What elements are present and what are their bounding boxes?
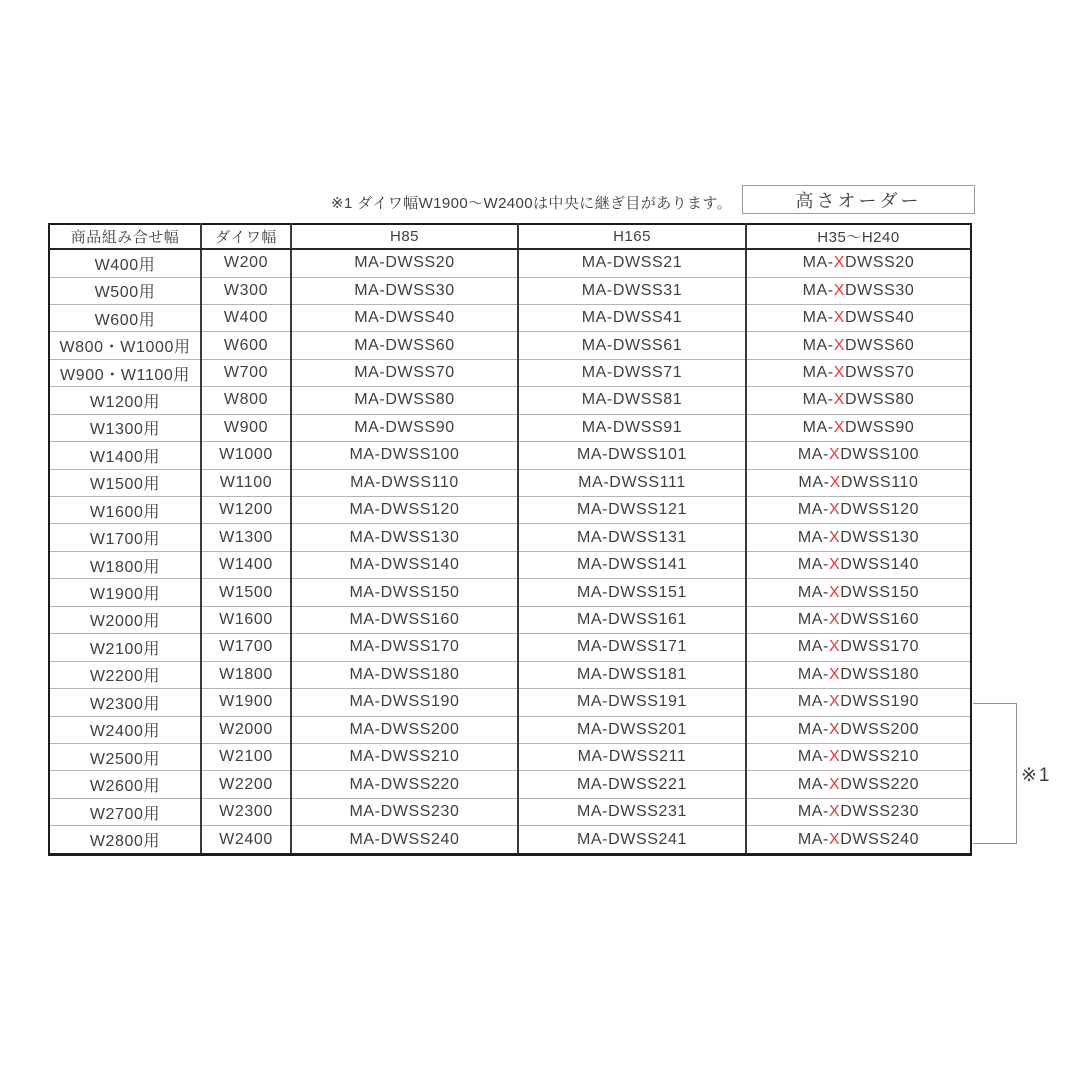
- red-x-marker: X: [828, 638, 841, 656]
- cell-daiwa-width: W2300: [201, 798, 291, 825]
- cell-h165-code: MA-DWSS21: [518, 249, 746, 277]
- cell-combo-width: W1500用: [49, 469, 201, 496]
- cell-h85-code: MA-DWSS230: [291, 798, 518, 825]
- cell-h85-code: MA-DWSS80: [291, 387, 518, 414]
- cell-h165-code: MA-DWSS161: [518, 606, 746, 633]
- cell-daiwa-width: W2200: [201, 771, 291, 798]
- cell-h165-code: MA-DWSS91: [518, 414, 746, 441]
- cell-combo-width: W800・W1000用: [49, 332, 201, 359]
- note1-bracket: [973, 703, 1017, 844]
- cell-h85-code: MA-DWSS120: [291, 497, 518, 524]
- cell-h35-h240-code: MA-XDWSS240: [746, 826, 971, 855]
- cell-daiwa-width: W1400: [201, 551, 291, 578]
- cell-h35-h240-code: MA-XDWSS190: [746, 689, 971, 716]
- cell-h165-code: MA-DWSS41: [518, 304, 746, 331]
- table-row: [49, 771, 971, 798]
- cell-h85-code: MA-DWSS140: [291, 551, 518, 578]
- cell-h35-h240-code: MA-XDWSS100: [746, 442, 971, 469]
- cell-h165-code: MA-DWSS81: [518, 387, 746, 414]
- red-x-marker: X: [833, 309, 845, 327]
- header-combo-width: 商品組み合せ幅: [49, 224, 201, 249]
- header-h35-h240: H35～H240: [746, 224, 971, 249]
- cell-h165-code: MA-DWSS231: [518, 798, 746, 825]
- red-x-marker: X: [828, 501, 841, 519]
- cell-h165-code: MA-DWSS61: [518, 332, 746, 359]
- cell-combo-width: W2300用: [49, 689, 201, 716]
- cell-h165-code: MA-DWSS101: [518, 442, 746, 469]
- table-row: [49, 716, 971, 743]
- cell-daiwa-width: W1800: [201, 661, 291, 688]
- table-row: [49, 442, 971, 469]
- cell-h165-code: MA-DWSS111: [518, 469, 746, 496]
- cell-h35-h240-code: MA-XDWSS160: [746, 606, 971, 633]
- cell-h165-code: MA-DWSS211: [518, 743, 746, 770]
- cell-h85-code: MA-DWSS210: [291, 743, 518, 770]
- cell-h85-code: MA-DWSS160: [291, 606, 518, 633]
- table-row: [49, 277, 971, 304]
- cell-daiwa-width: W1200: [201, 497, 291, 524]
- cell-h35-h240-code: MA-XDWSS200: [746, 716, 971, 743]
- table-row: [49, 743, 971, 770]
- red-x-marker: X: [833, 254, 845, 272]
- cell-combo-width: W1700用: [49, 524, 201, 551]
- cell-daiwa-width: W2400: [201, 826, 291, 855]
- table-row: [49, 359, 971, 386]
- cell-h85-code: MA-DWSS60: [291, 332, 518, 359]
- red-x-marker: X: [829, 473, 841, 491]
- cell-h35-h240-code: MA-XDWSS140: [746, 551, 971, 578]
- red-x-marker: X: [828, 720, 841, 738]
- cell-daiwa-width: W1500: [201, 579, 291, 606]
- height-order-box: [742, 185, 975, 214]
- cell-h165-code: MA-DWSS151: [518, 579, 746, 606]
- cell-h35-h240-code: MA-XDWSS130: [746, 524, 971, 551]
- red-x-marker: X: [828, 693, 841, 711]
- cell-h165-code: MA-DWSS131: [518, 524, 746, 551]
- cell-h85-code: MA-DWSS220: [291, 771, 518, 798]
- cell-daiwa-width: W700: [201, 359, 291, 386]
- table-body: [49, 249, 971, 855]
- cell-h35-h240-code: MA-XDWSS30: [746, 277, 971, 304]
- header-h85: H85: [291, 224, 518, 249]
- cell-h85-code: MA-DWSS30: [291, 277, 518, 304]
- cell-h35-h240-code: MA-XDWSS20: [746, 249, 971, 277]
- cell-combo-width: W2600用: [49, 771, 201, 798]
- cell-h165-code: MA-DWSS191: [518, 689, 746, 716]
- cell-h165-code: MA-DWSS221: [518, 771, 746, 798]
- cell-daiwa-width: W600: [201, 332, 291, 359]
- cell-daiwa-width: W1700: [201, 634, 291, 661]
- cell-daiwa-width: W1100: [201, 469, 291, 496]
- cell-combo-width: W1200用: [49, 387, 201, 414]
- cell-combo-width: W600用: [49, 304, 201, 331]
- red-x-marker: X: [828, 556, 841, 574]
- height-order-label: 高さオーダー: [795, 190, 922, 211]
- cell-h35-h240-code: MA-XDWSS40: [746, 304, 971, 331]
- cell-h35-h240-code: MA-XDWSS60: [746, 332, 971, 359]
- table-row: [49, 606, 971, 633]
- cell-daiwa-width: W1600: [201, 606, 291, 633]
- red-x-marker: X: [828, 775, 841, 793]
- table-row: [49, 579, 971, 606]
- table-row: [49, 497, 971, 524]
- cell-h35-h240-code: MA-XDWSS110: [746, 469, 971, 496]
- cell-combo-width: W2400用: [49, 716, 201, 743]
- table-row: [49, 826, 971, 855]
- cell-h85-code: MA-DWSS130: [291, 524, 518, 551]
- red-x-marker: X: [833, 364, 845, 382]
- table-row: [49, 798, 971, 825]
- cell-daiwa-width: W800: [201, 387, 291, 414]
- cell-h35-h240-code: MA-XDWSS80: [746, 387, 971, 414]
- cell-combo-width: W2800用: [49, 826, 201, 855]
- cell-combo-width: W1800用: [49, 551, 201, 578]
- cell-combo-width: W2700用: [49, 798, 201, 825]
- red-x-marker: X: [828, 830, 841, 848]
- table-row: [49, 634, 971, 661]
- cell-daiwa-width: W2100: [201, 743, 291, 770]
- cell-h85-code: MA-DWSS180: [291, 661, 518, 688]
- cell-h35-h240-code: MA-XDWSS150: [746, 579, 971, 606]
- cell-combo-width: W1400用: [49, 442, 201, 469]
- cell-combo-width: W2200用: [49, 661, 201, 688]
- cell-daiwa-width: W2000: [201, 716, 291, 743]
- cell-h165-code: MA-DWSS31: [518, 277, 746, 304]
- cell-h165-code: MA-DWSS241: [518, 826, 746, 855]
- cell-h165-code: MA-DWSS141: [518, 551, 746, 578]
- cell-h85-code: MA-DWSS20: [291, 249, 518, 277]
- cell-h85-code: MA-DWSS190: [291, 689, 518, 716]
- header-h165: H165: [518, 224, 746, 249]
- table-row: [49, 661, 971, 688]
- cell-h35-h240-code: MA-XDWSS120: [746, 497, 971, 524]
- red-x-marker: X: [828, 583, 841, 601]
- table-row: [49, 249, 971, 277]
- table-row: [49, 469, 971, 496]
- red-x-marker: X: [833, 391, 845, 409]
- red-x-marker: X: [833, 336, 845, 354]
- table-row: [49, 332, 971, 359]
- red-x-marker: X: [828, 528, 841, 546]
- red-x-marker: X: [833, 418, 845, 436]
- cell-h85-code: MA-DWSS150: [291, 579, 518, 606]
- cell-combo-width: W2100用: [49, 634, 201, 661]
- cell-combo-width: W1900用: [49, 579, 201, 606]
- cell-daiwa-width: W1900: [201, 689, 291, 716]
- cell-h35-h240-code: MA-XDWSS180: [746, 661, 971, 688]
- table-row: [49, 304, 971, 331]
- table-row: [49, 387, 971, 414]
- cell-h85-code: MA-DWSS70: [291, 359, 518, 386]
- cell-h85-code: MA-DWSS240: [291, 826, 518, 855]
- table-header: [49, 224, 971, 249]
- cell-h85-code: MA-DWSS110: [291, 469, 518, 496]
- red-x-marker: X: [828, 803, 841, 821]
- cell-daiwa-width: W1000: [201, 442, 291, 469]
- cell-h35-h240-code: MA-XDWSS230: [746, 798, 971, 825]
- table-row: [49, 414, 971, 441]
- cell-h85-code: MA-DWSS40: [291, 304, 518, 331]
- table-row: [49, 689, 971, 716]
- cell-h165-code: MA-DWSS181: [518, 661, 746, 688]
- cell-h85-code: MA-DWSS200: [291, 716, 518, 743]
- cell-h85-code: MA-DWSS90: [291, 414, 518, 441]
- cell-combo-width: W500用: [49, 277, 201, 304]
- cell-daiwa-width: W300: [201, 277, 291, 304]
- cell-combo-width: W2500用: [49, 743, 201, 770]
- header-daiwa-width: ダイワ幅: [201, 224, 291, 249]
- cell-daiwa-width: W200: [201, 249, 291, 277]
- cell-h35-h240-code: MA-XDWSS210: [746, 743, 971, 770]
- red-x-marker: X: [828, 610, 841, 628]
- footnote-text: ※1 ダイワ幅W1900～W2400は中央に継ぎ目があります。: [331, 195, 733, 212]
- note1-label: ※1: [1021, 765, 1052, 786]
- red-x-marker: X: [833, 281, 845, 299]
- red-x-marker: X: [828, 446, 841, 464]
- cell-h165-code: MA-DWSS121: [518, 497, 746, 524]
- cell-h35-h240-code: MA-XDWSS170: [746, 634, 971, 661]
- cell-combo-width: W400用: [94, 256, 156, 274]
- cell-h35-h240-code: MA-XDWSS70: [746, 359, 971, 386]
- red-x-marker: X: [828, 665, 841, 683]
- cell-h35-h240-code: MA-XDWSS220: [746, 771, 971, 798]
- cell-combo-width: W2000用: [49, 606, 201, 633]
- cell-h85-code: MA-DWSS170: [291, 634, 518, 661]
- cell-daiwa-width: W400: [201, 304, 291, 331]
- cell-combo-width: W1300用: [49, 414, 201, 441]
- spec-table: [48, 223, 972, 856]
- cell-combo-width: W900・W1100用: [49, 359, 201, 386]
- table-row: [49, 551, 971, 578]
- cell-daiwa-width: W1300: [201, 524, 291, 551]
- table-row: [49, 524, 971, 551]
- red-x-marker: X: [828, 748, 841, 766]
- cell-h165-code: MA-DWSS71: [518, 359, 746, 386]
- cell-daiwa-width: W900: [201, 414, 291, 441]
- cell-combo-width: W1600用: [49, 497, 201, 524]
- cell-h165-code: MA-DWSS201: [518, 716, 746, 743]
- cell-h165-code: MA-DWSS171: [518, 634, 746, 661]
- table-header-row: [49, 224, 971, 249]
- cell-h35-h240-code: MA-XDWSS90: [746, 414, 971, 441]
- cell-h85-code: MA-DWSS100: [291, 442, 518, 469]
